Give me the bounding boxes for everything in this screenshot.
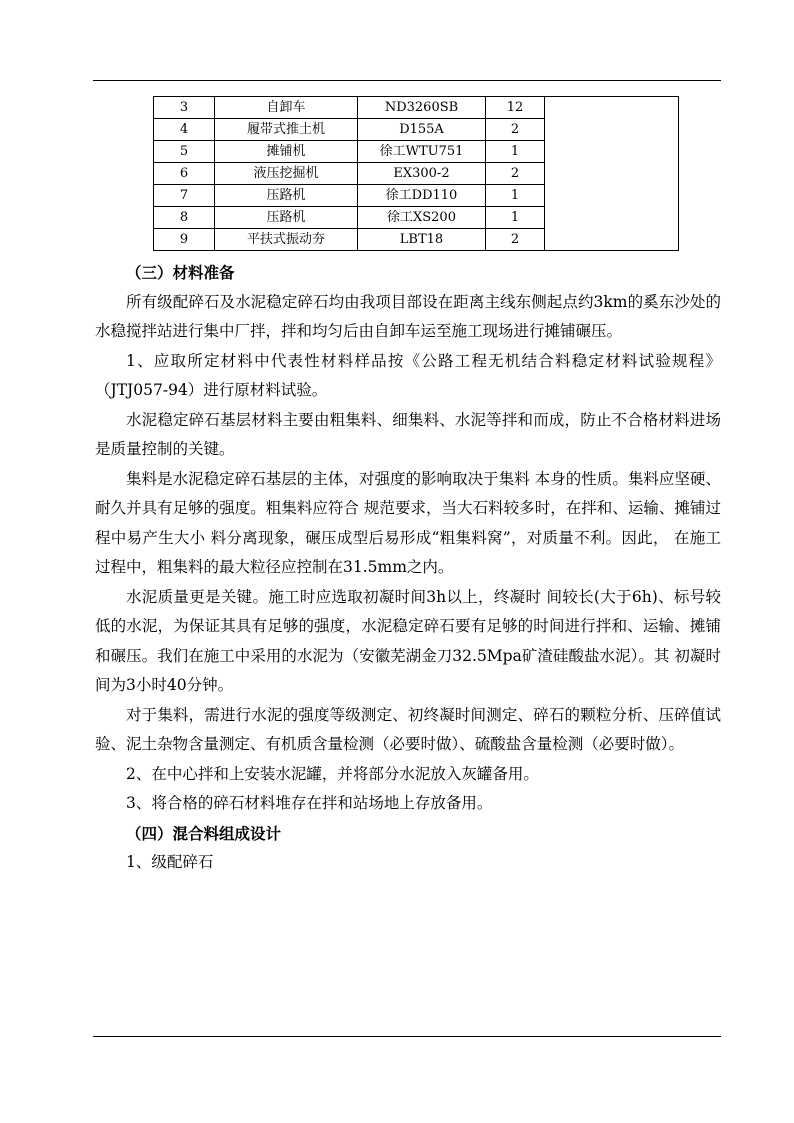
paragraph: 1、级配碎石 (126, 853, 214, 871)
equipment-model: 徐工WTU751 (358, 141, 486, 163)
row-number: 5 (154, 141, 215, 163)
equipment-quantity: 2 (486, 163, 545, 185)
paragraph: 水泥稳定碎石基层材料主要由粗集料、细集料、水泥等拌和而成，防止不合格材料进场是质量控制的关键。 (95, 410, 721, 458)
equipment-table (153, 96, 679, 251)
equipment-quantity: 2 (486, 229, 545, 251)
equipment-model: D155A (358, 119, 486, 141)
equipment-quantity: 12 (486, 97, 545, 119)
equipment-model: 徐工XS200 (358, 207, 486, 229)
remarks-cell (545, 97, 679, 251)
equipment-quantity: 1 (486, 141, 545, 163)
document-body (95, 258, 721, 878)
equipment-model: LBT18 (358, 229, 486, 251)
row-number: 7 (154, 185, 215, 207)
equipment-name: 平扶式振动夯 (215, 229, 358, 251)
footer-rule (93, 1036, 721, 1037)
equipment-name: 压路机 (215, 185, 358, 207)
equipment-quantity: 1 (486, 185, 545, 207)
paragraph: 1、应取所定材料中代表性材料样品按《公路工程无机结合料稳定材料试验规程》（JTJ057-94）进行原材料试验。 (95, 351, 721, 399)
equipment-name: 液压挖掘机 (215, 163, 358, 185)
table-row (154, 97, 679, 119)
equipment-name: 压路机 (215, 207, 358, 229)
equipment-quantity: 2 (486, 119, 545, 141)
paragraph: 所有级配碎石及水泥稳定碎石均由我项目部设在距离主线东侧起点约3km的奚东沙处的水稳搅拌站进行集中厂拌，拌和均匀后由自卸车运至施工现场进行摊铺碾压。 (95, 292, 721, 340)
row-number: 3 (154, 97, 215, 119)
paragraph: 对于集料，需进行水泥的强度等级测定、初终凝时间测定、碎石的颗粒分析、压碎值试验、泥土杂物含量测定、有机质含量检测（必要时做）、硫酸盐含量检测（必要时做）。 (95, 705, 721, 753)
row-number: 4 (154, 119, 215, 141)
row-number: 6 (154, 163, 215, 185)
section-heading-materials: （三）材料准备 (126, 263, 235, 282)
paragraph: 3、将合格的碎石材料堆存在拌和站场地上存放备用。 (126, 794, 493, 812)
equipment-name: 履带式推土机 (215, 119, 358, 141)
equipment-model: ND3260SB (358, 97, 486, 119)
equipment-name: 摊铺机 (215, 141, 358, 163)
header-rule (93, 80, 721, 81)
section-heading-mix-design: （四）混合料组成设计 (126, 823, 282, 843)
paragraph: 集料是水泥稳定碎石基层的主体，对强度的影响取决于集料 本身的性质。集料应坚硬、耐久并具有足够的强度。粗集料应符合 规范要求，当大石料较多时，在拌和、运输、摊铺过程中易产生大小 料分离现象，碾压成型后易形成“粗集料窝”，对质量不利。因此， 在施工过程中，粗集料的最大粒径应控制在31.5mm之内。 (95, 469, 721, 576)
paragraph: 水泥质量更是关键。施工时应选取初凝时间3h以上，终凝时 间较长(大于6h)、标号较低的水泥，为保证其具有足够的强度，水泥稳定碎石要有足够的时间进行拌和、运输、摊铺和碾压。我们在施工中采用的水泥为（安徽芜湖金刀32.5Mpa矿渣硅酸盐水泥）。其 初凝时间为3小时40分钟。 (95, 587, 721, 694)
equipment-quantity: 1 (486, 207, 545, 229)
equipment-name: 自卸车 (215, 97, 358, 119)
paragraph: 2、在中心拌和上安装水泥罐，并将部分水泥放入灰罐备用。 (126, 764, 539, 783)
equipment-model: EX300-2 (358, 163, 486, 185)
row-number: 8 (154, 207, 215, 229)
equipment-model: 徐工DD110 (358, 185, 486, 207)
row-number: 9 (154, 229, 215, 251)
